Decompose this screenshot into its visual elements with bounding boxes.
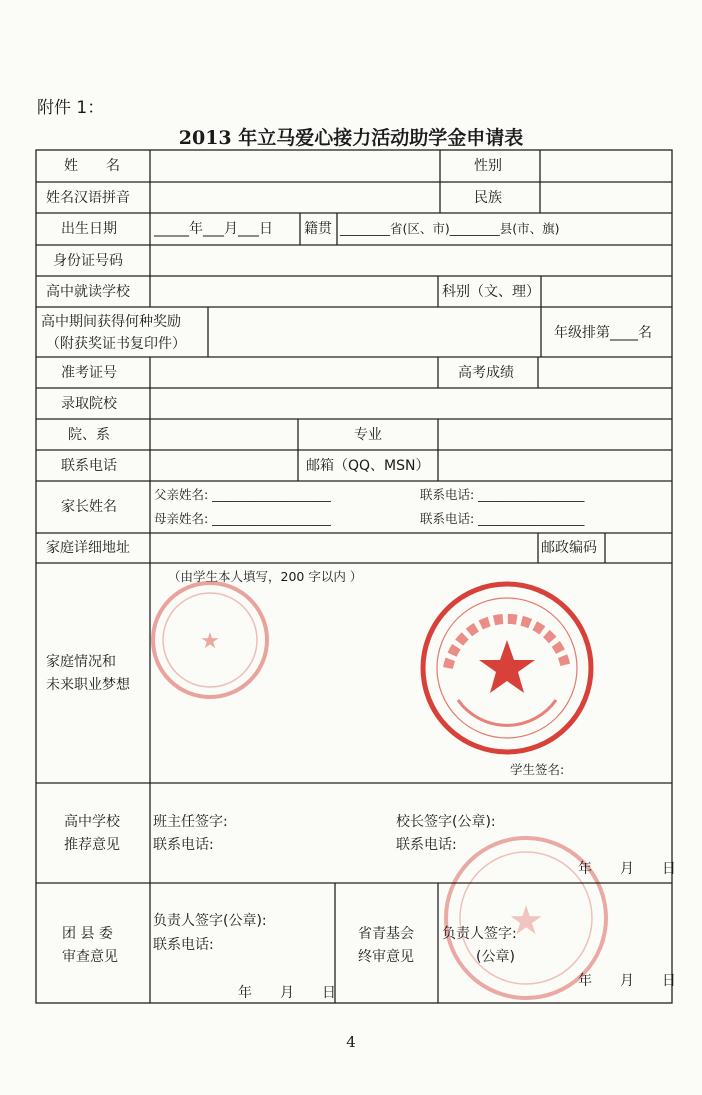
birth-date-label: 出生日期 [61,221,117,237]
official-seal [418,580,598,760]
native-place-label: 籍贯 [304,221,332,237]
student-signature-label: 学生签名: [510,762,565,777]
committee-phone: 联系电话: [153,937,214,953]
foundation-label-line2: 终审意见 [358,949,414,965]
name-label: 姓 名 [64,158,120,174]
form-title: 2013 年立马爱心接力活动助学金申请表 [178,127,524,149]
faded-stamp-left [148,578,278,708]
mother-name-field[interactable]: 母亲姓名: ___________________ [154,511,331,526]
exam-score-label: 高考成绩 [458,365,514,381]
foundation-label-line1: 省青基会 [358,926,414,942]
mother-phone-field[interactable]: 联系电话: _________________ [420,511,585,526]
grade-rank-label: 年级排第____名 [554,325,652,341]
ethnicity-label: 民族 [474,190,502,206]
phone-label: 联系电话 [61,458,117,474]
birth-date-field[interactable]: _____年___月___日 [154,221,273,237]
awards-label-line1: 高中期间获得何种奖励 [41,314,181,330]
committee-date: 年 月 日 [238,985,336,1001]
page-number: 4 [346,1033,356,1051]
family-label-line1: 家庭情况和 [46,654,116,670]
id-number-label: 身份证号码 [53,253,123,269]
school-rec-date: 年 月 日 [578,861,676,877]
school-rec-label-line2: 推荐意见 [64,837,120,853]
admitted-college-label: 录取院校 [61,396,117,412]
principal-sign: 校长签字(公章): [396,814,496,830]
head-teacher-sign: 班主任签字: [153,814,228,830]
email-label: 邮箱（QQ、MSN） [306,458,430,474]
committee-label-line1: 团 县 委 [62,926,113,942]
father-name-field[interactable]: 父亲姓名: ___________________ [154,487,331,502]
major-label: 专业 [354,427,382,443]
school-rec-phone-right: 联系电话: [396,837,457,853]
exam-number-label: 准考证号 [61,365,117,381]
school-rec-phone-left: 联系电话: [153,837,214,853]
svg-text:★: ★ [200,629,220,654]
father-phone-field[interactable]: 联系电话: _________________ [420,487,585,502]
svg-text:★: ★ [508,898,544,944]
committee-sign: 负责人签字(公章): [153,913,267,929]
foundation-sign: 负责人签字: [442,926,517,942]
attachment-label: 附件 1： [37,98,105,118]
gender-label: 性别 [474,158,502,174]
parents-label: 家长姓名 [61,499,117,515]
subject-type-label: 科别（文、理） [442,284,540,300]
family-label-line2: 未来职业梦想 [46,677,130,693]
native-place-field[interactable]: ________省(区、市)________县(市、旗) [340,221,560,236]
address-label: 家庭详细地址 [46,540,130,556]
awards-label-line2: （附获奖证书复印件） [46,336,186,352]
pinyin-label: 姓名汉语拼音 [46,190,130,206]
school-rec-label-line1: 高中学校 [64,814,120,830]
foundation-date: 年 月 日 [578,973,676,989]
foundation-seal-text: (公章) [476,949,515,965]
postal-code-label: 邮政编码 [541,540,597,556]
committee-label-line2: 审查意见 [62,949,118,965]
department-label: 院、系 [68,427,110,443]
family-hint: （由学生本人填写，200 字以内 ） [168,569,363,584]
high-school-label: 高中就读学校 [46,284,130,300]
